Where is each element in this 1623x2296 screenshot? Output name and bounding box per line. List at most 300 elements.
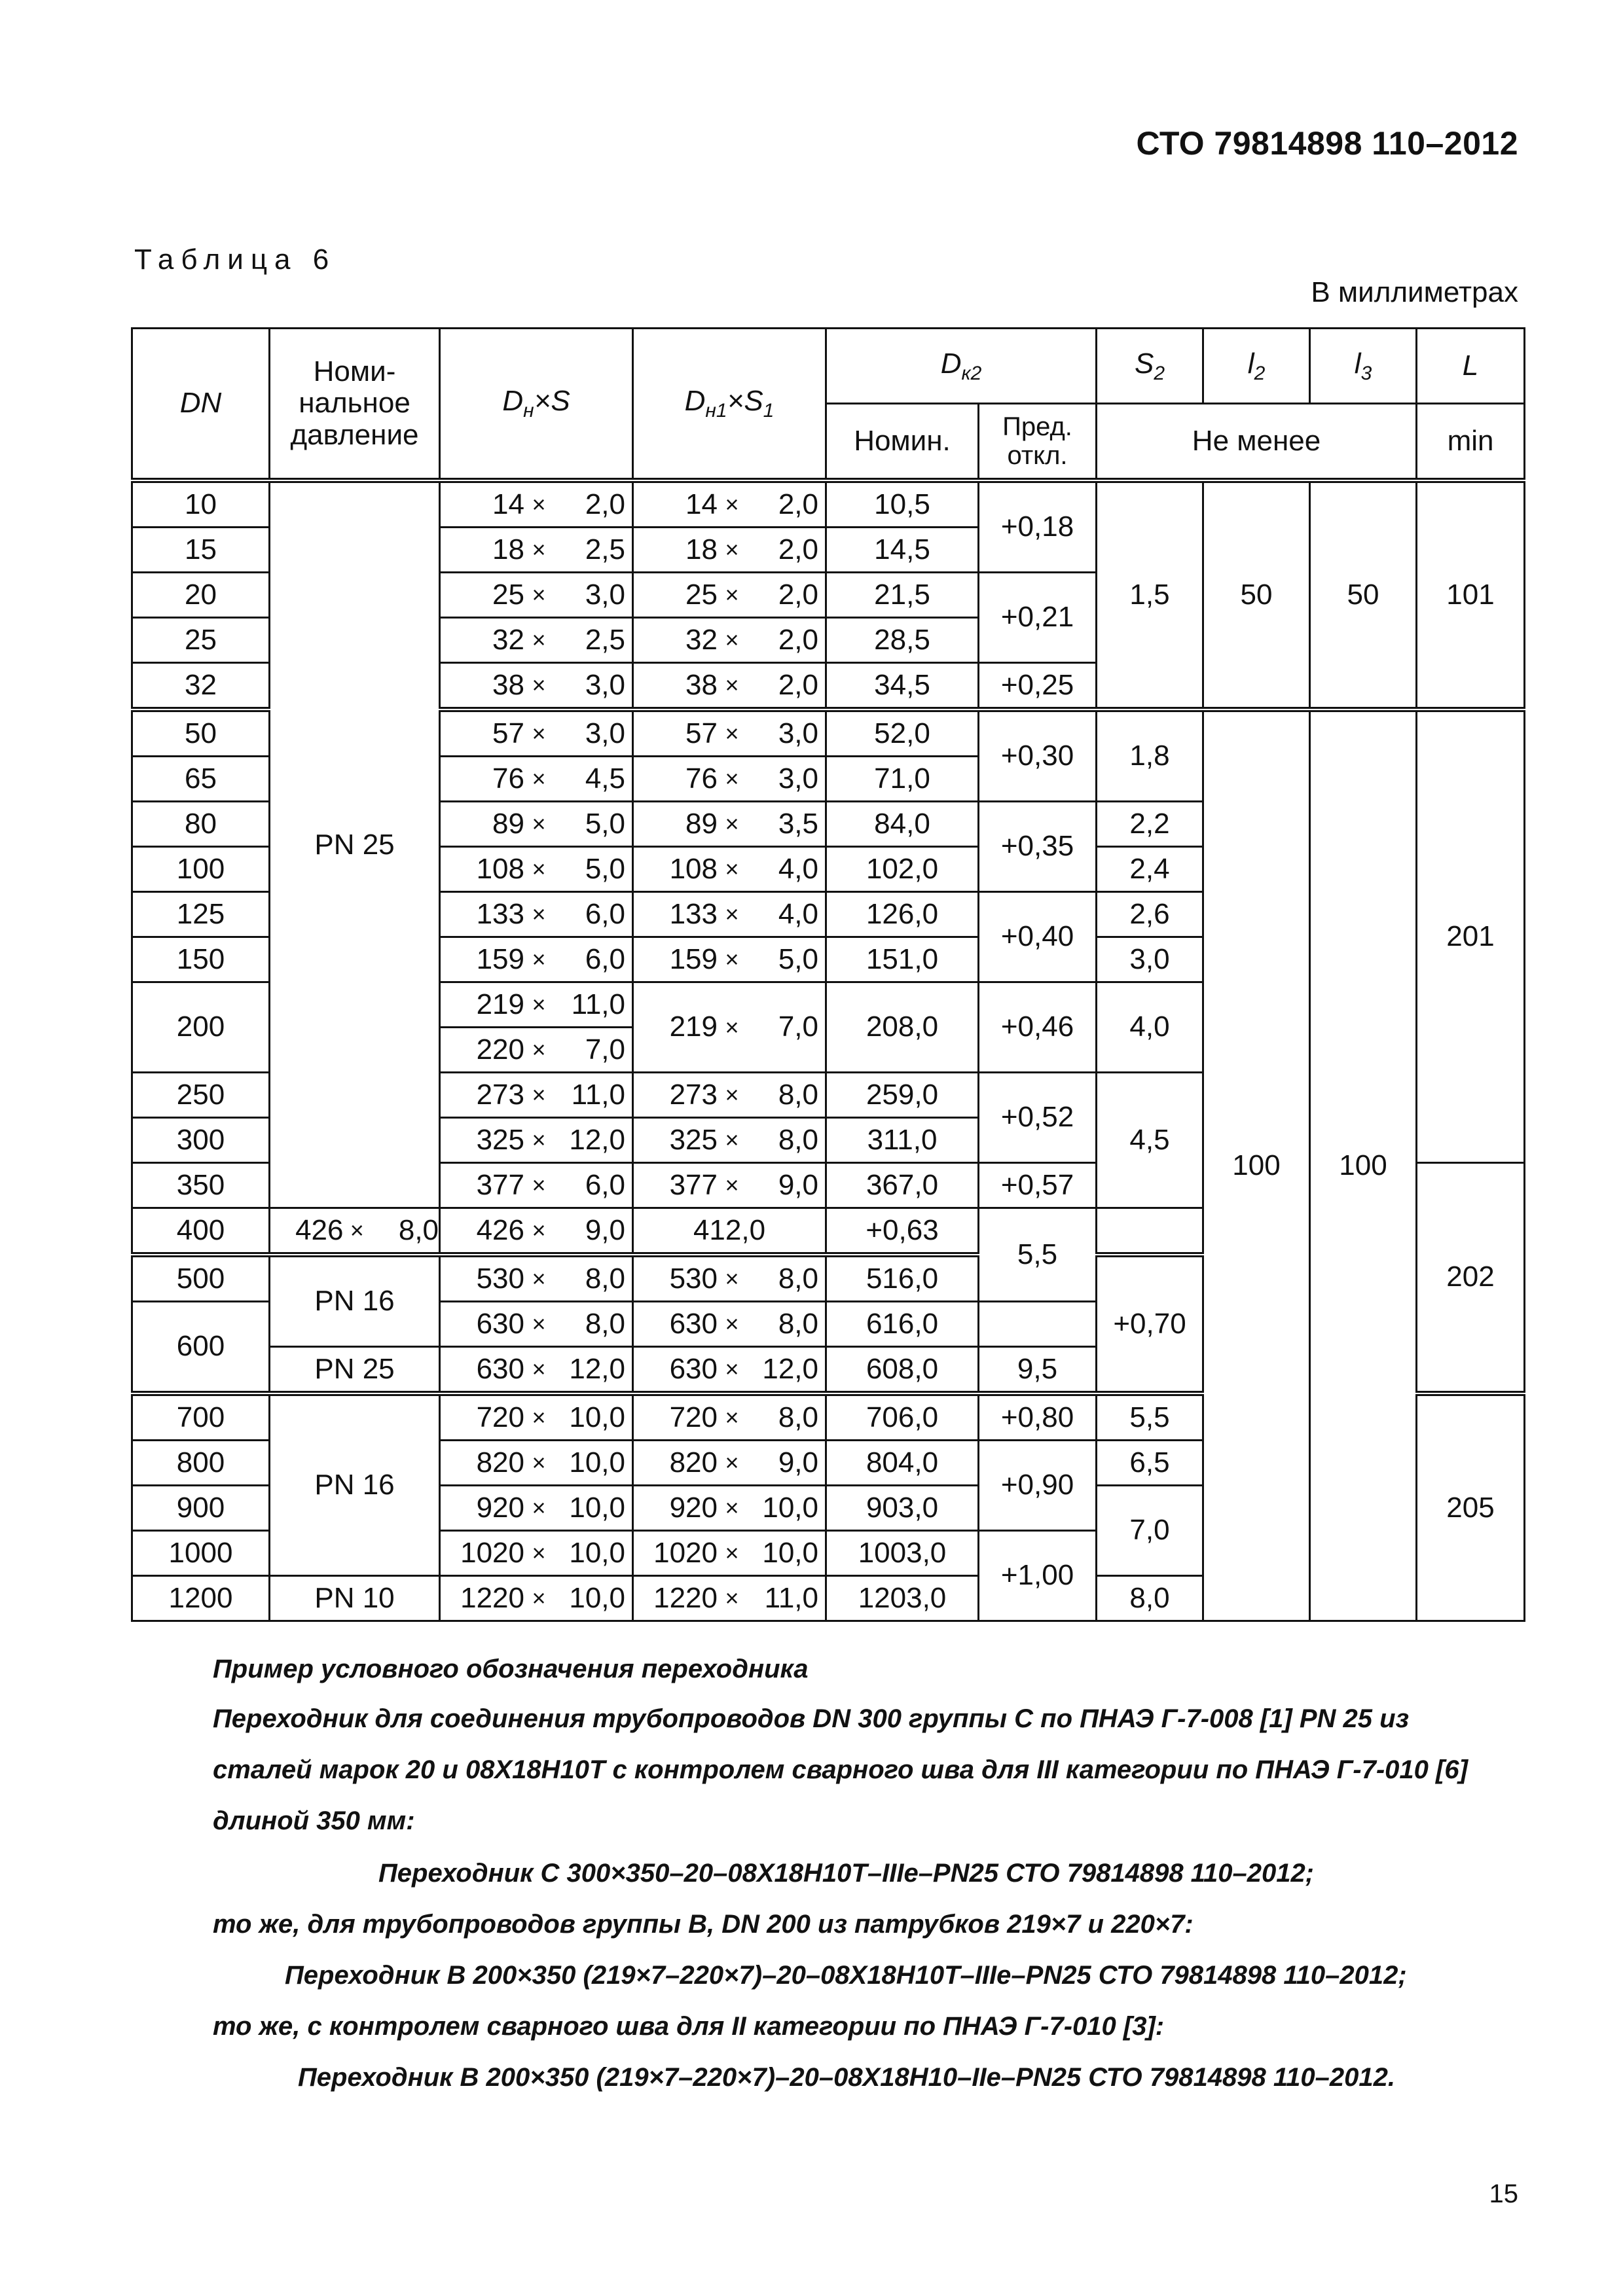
cell-dh-s-outer-diameter: 1220 (460, 1581, 524, 1614)
times-sign: × (532, 1494, 546, 1522)
cell-dn: 80 (132, 802, 270, 847)
cell-dn: 10 (132, 480, 270, 528)
cell-dk2-tolerance: +0,52 (979, 1073, 1097, 1163)
times-sign: × (725, 1265, 739, 1293)
cell-dk2-tolerance: +0,70 (1097, 1255, 1203, 1393)
cell-dh1-s1 (633, 1576, 826, 1621)
cell-l-min: 205 (1417, 1393, 1525, 1621)
times-sign: × (532, 536, 546, 564)
cell-dh-s (440, 937, 633, 982)
cell-dh-s-outer-diameter: 530 (476, 1262, 524, 1295)
cell-dh-s-wall-thickness: 8,0 (398, 1213, 439, 1246)
cell-dh-s (440, 847, 633, 892)
cell-dn: 800 (132, 1441, 270, 1486)
cell-dk2-tolerance: +0,40 (979, 892, 1097, 982)
cell-dh1-s1-wall-thickness: 5,0 (778, 942, 818, 975)
cell-dh1-s1 (633, 480, 826, 528)
header-dh1-s1: $D_{н1}\times S_1$ (633, 329, 826, 481)
cell-dn: 500 (132, 1255, 270, 1302)
times-sign: × (725, 855, 739, 883)
times-sign: × (532, 1217, 546, 1244)
cell-dh1-s1-outer-diameter: 1220 (653, 1581, 718, 1614)
cell-s2: 2,4 (1097, 847, 1203, 892)
cell-dh1-s1-wall-thickness: 10,0 (762, 1491, 818, 1524)
cell-dh-s (440, 709, 633, 757)
cell-dh-s-wall-thickness: 10,0 (569, 1446, 625, 1479)
cell-dk2-nominal: 1003,0 (826, 1531, 979, 1576)
times-sign: × (532, 1310, 546, 1338)
cell-dk2-nominal: 412,0 (633, 1208, 826, 1255)
cell-dh-s-outer-diameter: 273 (476, 1078, 524, 1111)
cell-dk2-nominal: 608,0 (826, 1347, 979, 1394)
cell-dh-s (440, 528, 633, 573)
cell-dh-s-wall-thickness: 12,0 (569, 1123, 625, 1156)
cell-dh-s (440, 892, 633, 937)
times-sign: × (350, 1217, 364, 1244)
times-sign: × (532, 626, 546, 654)
cell-dh1-s1 (633, 1118, 826, 1163)
cell-dh1-s1-outer-diameter: 14 (685, 488, 718, 520)
cell-dk2-nominal: 151,0 (826, 937, 979, 982)
cell-dk2-nominal: 28,5 (826, 618, 979, 663)
times-sign: × (725, 1172, 739, 1199)
cell-dh1-s1 (633, 618, 826, 663)
table-row (132, 480, 1525, 528)
cell-dk2-nominal: 311,0 (826, 1118, 979, 1163)
cell-nominal-pressure: PN 25 (270, 480, 440, 1208)
cell-dk2-nominal: 126,0 (826, 892, 979, 937)
header-nominal: Номин. (826, 404, 979, 481)
times-sign: × (532, 1355, 546, 1383)
cell-dk2-nominal: 903,0 (826, 1486, 979, 1531)
cell-dn: 50 (132, 709, 270, 757)
cell-dh-s-outer-diameter: 32 (492, 623, 524, 656)
cell-dh-s (440, 982, 633, 1028)
times-sign: × (725, 1585, 739, 1612)
cell-dk2-tolerance: +0,21 (979, 573, 1097, 663)
times-sign: × (532, 901, 546, 928)
cell-dn: 250 (132, 1073, 270, 1118)
cell-dh1-s1 (633, 528, 826, 573)
cell-s2: 3,0 (1097, 937, 1203, 982)
cell-nominal-pressure: PN 16 (270, 1393, 440, 1576)
cell-dh1-s1-outer-diameter: 219 (669, 1011, 718, 1043)
cell-dh-s-wall-thickness: 5,0 (585, 852, 625, 885)
times-sign: × (725, 672, 739, 699)
times-sign: × (532, 1539, 546, 1567)
cell-dh-s-outer-diameter: 25 (492, 578, 524, 611)
times-sign: × (532, 491, 546, 518)
cell-dh-s (440, 802, 633, 847)
cell-l3: 100 (1310, 709, 1417, 1621)
times-sign: × (532, 991, 546, 1018)
times-sign: × (532, 1585, 546, 1612)
cell-dh1-s1 (633, 1486, 826, 1531)
header-tolerance: Пред. откл. (979, 404, 1097, 481)
times-sign: × (725, 1539, 739, 1567)
cell-dh1-s1-outer-diameter: 630 (669, 1352, 718, 1385)
cell-dk2-tolerance: +1,00 (979, 1531, 1097, 1621)
cell-dh-s-outer-diameter: 89 (492, 807, 524, 840)
cell-dh1-s1-outer-diameter: 76 (685, 762, 718, 795)
cell-dk2-nominal: 804,0 (826, 1441, 979, 1486)
cell-dh-s (440, 618, 633, 663)
cell-dh-s (440, 1486, 633, 1531)
cell-nominal-pressure: PN 10 (270, 1576, 440, 1621)
cell-dn: 1000 (132, 1531, 270, 1576)
cell-dk2-tolerance: +0,90 (979, 1441, 1097, 1531)
times-sign: × (725, 765, 739, 793)
cell-dn: 100 (132, 847, 270, 892)
cell-dh-s-outer-diameter: 1020 (460, 1536, 524, 1569)
cell-dh1-s1-outer-diameter: 273 (669, 1078, 718, 1111)
cell-dk2-nominal: 10,5 (826, 480, 979, 528)
times-sign: × (532, 581, 546, 609)
cell-dn: 20 (132, 573, 270, 618)
cell-dh1-s1-outer-diameter: 1020 (653, 1536, 718, 1569)
cell-s2: 5,5 (979, 1208, 1097, 1302)
cell-dh1-s1-outer-diameter: 25 (685, 578, 718, 611)
times-sign: × (725, 1126, 739, 1154)
times-sign: × (532, 1036, 546, 1064)
times-sign: × (725, 720, 739, 747)
cell-dh-s-wall-thickness: 6,0 (585, 1168, 625, 1201)
cell-dh1-s1-outer-diameter: 377 (669, 1168, 718, 1201)
header-dk2: $D_{к2}$ (826, 329, 1097, 404)
cell-dh-s-wall-thickness: 10,0 (569, 1581, 625, 1614)
times-sign: × (532, 1449, 546, 1477)
cell-s2: 9,5 (979, 1347, 1097, 1394)
cell-dh1-s1-outer-diameter: 920 (669, 1491, 718, 1524)
cell-dk2-nominal: 71,0 (826, 757, 979, 802)
cell-dh-s-wall-thickness: 11,0 (571, 988, 625, 1020)
cell-dk2-tolerance: +0,30 (979, 709, 1097, 802)
cell-dh-s (440, 1531, 633, 1576)
cell-dh-s (440, 1393, 633, 1441)
cell-dn: 125 (132, 892, 270, 937)
header-min: min (1417, 404, 1525, 481)
header-l2: $l_2$ (1203, 329, 1310, 404)
cell-dh-s-wall-thickness: 6,0 (585, 897, 625, 930)
cell-dh-s-outer-diameter: 18 (492, 533, 524, 565)
cell-dh1-s1 (633, 847, 826, 892)
cell-dh1-s1-outer-diameter: 325 (669, 1123, 718, 1156)
cell-dn: 65 (132, 757, 270, 802)
notes-line: Переходник В 200×350 (219×7–220×7)–20–08Х18Н10Т–IIIe–PN25 СТО 79814898 110–2012; (285, 1961, 1407, 1990)
cell-dh1-s1-wall-thickness: 2,0 (778, 623, 818, 656)
cell-dh-s-wall-thickness: 11,0 (571, 1078, 625, 1111)
dimensions-table (131, 327, 1525, 1622)
notes-line: Переходник С 300×350–20–08Х18Н10Т–IIIe–PN25 СТО 79814898 110–2012; (378, 1859, 1315, 1888)
times-sign: × (532, 946, 546, 973)
header-l3: $l_3$ (1310, 329, 1417, 404)
times-sign: × (532, 720, 546, 747)
cell-dk2-tolerance: +0,35 (979, 802, 1097, 892)
cell-dh-s (440, 1118, 633, 1163)
cell-dh-s-wall-thickness: 12,0 (569, 1352, 625, 1385)
cell-dk2-tolerance: +0,25 (979, 663, 1097, 710)
times-sign: × (532, 672, 546, 699)
cell-dh-s-outer-diameter: 57 (492, 717, 524, 749)
times-sign: × (725, 946, 739, 973)
cell-dn: 300 (132, 1118, 270, 1163)
cell-dh1-s1-outer-diameter: 630 (669, 1307, 718, 1340)
times-sign: × (725, 1013, 739, 1041)
cell-dh1-s1-outer-diameter: 820 (669, 1446, 718, 1479)
cell-s2: 2,6 (1097, 892, 1203, 937)
cell-dh-s-outer-diameter: 377 (476, 1168, 524, 1201)
cell-dh-s (440, 663, 633, 710)
cell-dk2-nominal: 102,0 (826, 847, 979, 892)
cell-dh-s (440, 1576, 633, 1621)
cell-dh-s-wall-thickness: 2,5 (585, 623, 625, 656)
notes-title: Пример условного обозначения переходника (213, 1655, 809, 1683)
cell-dh1-s1 (440, 1208, 633, 1255)
cell-dh-s-wall-thickness: 10,0 (569, 1491, 625, 1524)
cell-dh1-s1-outer-diameter: 18 (685, 533, 718, 565)
cell-s2: 7,0 (1097, 1486, 1203, 1576)
cell-dk2-nominal: 706,0 (826, 1393, 979, 1441)
times-sign: × (725, 1494, 739, 1522)
times-sign: × (725, 901, 739, 928)
cell-dk2-nominal: 84,0 (826, 802, 979, 847)
cell-dh-s-outer-diameter: 630 (476, 1352, 524, 1385)
cell-dh-s-wall-thickness: 3,0 (585, 717, 625, 749)
cell-dh1-s1 (633, 937, 826, 982)
cell-l3: 50 (1310, 480, 1417, 709)
cell-dh1-s1 (633, 892, 826, 937)
cell-dh-s (440, 757, 633, 802)
cell-dk2-nominal: 616,0 (826, 1302, 979, 1347)
cell-dk2-tolerance: +0,46 (979, 982, 1097, 1073)
notes-line: Переходник для соединения трубопроводов DN 300 группы С по ПНАЭ Г-7-008 [1] PN 25 из (213, 1704, 1409, 1733)
cell-dh1-s1-wall-thickness: 2,0 (778, 578, 818, 611)
notes-line: то же, с контролем сварного шва для II категории по ПНАЭ Г-7-010 [3]: (213, 2012, 1165, 2041)
cell-dk2-nominal: 516,0 (826, 1255, 979, 1302)
cell-dh1-s1 (633, 709, 826, 757)
cell-dk2-tolerance: +0,80 (979, 1393, 1097, 1441)
cell-dh-s-outer-diameter: 820 (476, 1446, 524, 1479)
cell-dh1-s1-wall-thickness: 11,0 (764, 1581, 818, 1614)
cell-dh1-s1-wall-thickness: 3,0 (778, 762, 818, 795)
cell-dh-s (440, 1163, 633, 1208)
cell-dh1-s1 (633, 1302, 826, 1347)
times-sign: × (532, 1172, 546, 1199)
cell-dh-s (440, 1255, 633, 1302)
cell-dh1-s1-wall-thickness: 8,0 (778, 1262, 818, 1295)
cell-dh-s-outer-diameter: 325 (476, 1123, 524, 1156)
times-sign: × (725, 810, 739, 838)
cell-l-min: 101 (1417, 480, 1525, 709)
times-sign: × (532, 1126, 546, 1154)
cell-dh1-s1 (633, 1441, 826, 1486)
cell-s2: 2,2 (1097, 802, 1203, 847)
cell-dk2-nominal: 367,0 (826, 1163, 979, 1208)
cell-dh-s-wall-thickness: 5,0 (585, 807, 625, 840)
cell-l-min: 202 (1417, 1163, 1525, 1394)
times-sign: × (725, 1404, 739, 1431)
cell-dh1-s1-wall-thickness: 8,0 (778, 1078, 818, 1111)
cell-dh1-s1-wall-thickness: 2,0 (778, 533, 818, 565)
cell-dh-s-outer-diameter: 720 (476, 1401, 524, 1433)
cell-dh-s-outer-diameter: 220 (476, 1033, 524, 1066)
times-sign: × (532, 810, 546, 838)
cell-dh-s-wall-thickness: 6,0 (585, 942, 625, 975)
cell-dh-s-wall-thickness: 2,5 (585, 533, 625, 565)
cell-dh1-s1 (633, 982, 826, 1073)
cell-dh1-s1-wall-thickness: 9,0 (585, 1213, 625, 1246)
cell-dh-s (270, 1208, 440, 1255)
cell-dh1-s1-wall-thickness: 8,0 (778, 1123, 818, 1156)
cell-dh1-s1-wall-thickness: 3,0 (778, 717, 818, 749)
cell-dh1-s1-outer-diameter: 720 (669, 1401, 718, 1433)
cell-dh1-s1 (633, 1531, 826, 1576)
cell-dh-s-outer-diameter: 108 (476, 852, 524, 885)
cell-dn: 32 (132, 663, 270, 710)
cell-s2: 1,5 (1097, 480, 1203, 709)
header-dn: DN (132, 329, 270, 481)
cell-dk2-nominal: 259,0 (826, 1073, 979, 1118)
cell-dh-s-outer-diameter: 920 (476, 1491, 524, 1524)
times-sign: × (532, 855, 546, 883)
cell-dn: 600 (132, 1302, 270, 1394)
cell-dh1-s1-outer-diameter: 89 (685, 807, 718, 840)
times-sign: × (725, 536, 739, 564)
times-sign: × (532, 1265, 546, 1293)
cell-dh-s (440, 573, 633, 618)
cell-dk2-nominal: 1203,0 (826, 1576, 979, 1621)
cell-dh-s-wall-thickness: 3,0 (585, 668, 625, 701)
cell-dh-s-wall-thickness: 8,0 (585, 1307, 625, 1340)
cell-dk2-nominal: 14,5 (826, 528, 979, 573)
cell-dh1-s1-outer-diameter: 426 (476, 1213, 524, 1246)
cell-dh-s-outer-diameter: 426 (295, 1213, 344, 1246)
times-sign: × (532, 1404, 546, 1431)
cell-dh1-s1-wall-thickness: 2,0 (778, 488, 818, 520)
times-sign: × (725, 1310, 739, 1338)
times-sign: × (725, 1355, 739, 1383)
units-note: В миллиметрах (1311, 276, 1518, 308)
cell-dh-s-outer-diameter: 219 (476, 988, 524, 1020)
cell-dh1-s1 (633, 757, 826, 802)
cell-dh-s-wall-thickness: 3,0 (585, 578, 625, 611)
cell-dh1-s1-outer-diameter: 57 (685, 717, 718, 749)
table-caption: Таблица 6 (134, 243, 337, 276)
cell-dh-s-wall-thickness: 2,0 (585, 488, 625, 520)
cell-dh-s-wall-thickness: 10,0 (569, 1536, 625, 1569)
times-sign: × (532, 1081, 546, 1109)
cell-dk2-nominal: 208,0 (826, 982, 979, 1073)
cell-dn: 150 (132, 937, 270, 982)
cell-l2: 50 (1203, 480, 1310, 709)
cell-nominal-pressure: PN 25 (270, 1347, 440, 1394)
cell-dh-s (440, 1028, 633, 1073)
cell-dh-s-outer-diameter: 133 (476, 897, 524, 930)
cell-dh-s-wall-thickness: 10,0 (569, 1401, 625, 1433)
cell-dk2-tolerance: +0,57 (979, 1163, 1097, 1208)
cell-dh1-s1-outer-diameter: 530 (669, 1262, 718, 1295)
notes-line: сталей марок 20 и 08Х18Н10Т с контролем сварного шва для III категории по ПНАЭ Г-7-010 [6] (213, 1755, 1468, 1784)
cell-dh1-s1-wall-thickness: 4,0 (778, 852, 818, 885)
cell-dh1-s1-wall-thickness: 8,0 (778, 1401, 818, 1433)
cell-dh-s-outer-diameter: 630 (476, 1307, 524, 1340)
cell-dh-s (440, 1441, 633, 1486)
notes-line: Переходник В 200×350 (219×7–220×7)–20–08Х18Н10–IIe–PN25 СТО 79814898 110–2012. (298, 2063, 1395, 2092)
cell-dn: 25 (132, 618, 270, 663)
cell-dh1-s1 (633, 1255, 826, 1302)
cell-dh1-s1 (633, 663, 826, 710)
times-sign: × (532, 765, 546, 793)
cell-dh1-s1-outer-diameter: 133 (669, 897, 718, 930)
cell-s2: 5,5 (1097, 1393, 1203, 1441)
cell-dh-s (440, 480, 633, 528)
cell-dh1-s1 (633, 1073, 826, 1118)
cell-dn: 1200 (132, 1576, 270, 1621)
cell-dh-s-outer-diameter: 159 (476, 942, 524, 975)
cell-dh1-s1-wall-thickness: 4,0 (778, 897, 818, 930)
cell-dh1-s1 (633, 1347, 826, 1394)
cell-l2: 100 (1203, 709, 1310, 1621)
cell-s2: 4,5 (1097, 1073, 1203, 1208)
times-sign: × (725, 1081, 739, 1109)
cell-dn: 15 (132, 528, 270, 573)
header-s2: $S_2$ (1097, 329, 1203, 404)
cell-dh1-s1-wall-thickness: 2,0 (778, 668, 818, 701)
cell-s2: 1,8 (1097, 709, 1203, 802)
notes-line: то же, для трубопроводов группы В, DN 200 из патрубков 219×7 и 220×7: (213, 1910, 1194, 1939)
cell-dh1-s1-wall-thickness: 10,0 (762, 1536, 818, 1569)
times-sign: × (725, 491, 739, 518)
times-sign: × (725, 581, 739, 609)
cell-dh-s-outer-diameter: 38 (492, 668, 524, 701)
cell-dk2-tolerance: +0,18 (979, 480, 1097, 573)
header-not-less: Не менее (1097, 404, 1417, 481)
cell-dh1-s1-wall-thickness: 8,0 (778, 1307, 818, 1340)
cell-dh1-s1-wall-thickness: 3,5 (778, 807, 818, 840)
cell-dh1-s1-wall-thickness: 9,0 (778, 1168, 818, 1201)
cell-dh1-s1 (633, 1163, 826, 1208)
cell-dh1-s1 (633, 573, 826, 618)
cell-dh1-s1-outer-diameter: 159 (669, 942, 718, 975)
cell-dh1-s1-outer-diameter: 108 (669, 852, 718, 885)
cell-nominal-pressure: PN 16 (270, 1255, 440, 1347)
document-code: СТО 79814898 110–2012 (1136, 125, 1518, 162)
cell-dk2-nominal: 34,5 (826, 663, 979, 710)
cell-dn: 900 (132, 1486, 270, 1531)
cell-dh1-s1-wall-thickness: 7,0 (778, 1011, 818, 1043)
cell-dn: 400 (132, 1208, 270, 1255)
header-dh-s: $D_н\times S$ (440, 329, 633, 481)
cell-dk2-nominal: 52,0 (826, 709, 979, 757)
cell-dn: 200 (132, 982, 270, 1073)
header-l: L (1417, 329, 1525, 404)
cell-dh-s-wall-thickness: 4,5 (585, 762, 625, 795)
cell-dh-s (440, 1073, 633, 1118)
cell-dh1-s1-outer-diameter: 38 (685, 668, 718, 701)
cell-s2: 4,0 (1097, 982, 1203, 1073)
cell-dh-s-outer-diameter: 76 (492, 762, 524, 795)
cell-dh1-s1-outer-diameter: 32 (685, 623, 718, 656)
cell-dn: 700 (132, 1393, 270, 1441)
cell-dh1-s1 (633, 802, 826, 847)
times-sign: × (725, 626, 739, 654)
cell-l-min: 201 (1417, 709, 1525, 1163)
cell-dn: 350 (132, 1163, 270, 1208)
cell-dk2-tolerance: +0,63 (826, 1208, 979, 1255)
times-sign: × (725, 1449, 739, 1477)
notes-line: длиной 350 мм: (213, 1806, 415, 1835)
cell-s2: 8,0 (1097, 1576, 1203, 1621)
